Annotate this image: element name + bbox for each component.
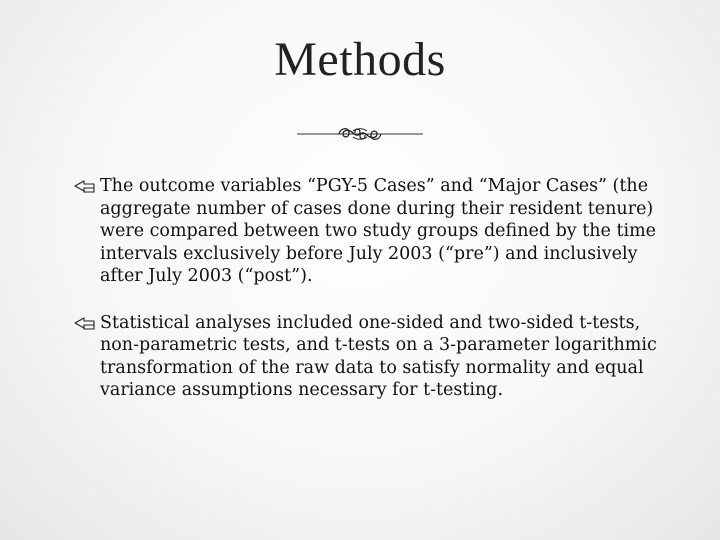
bullet-text: Statistical analyses included one-sided and two-sided t-tests, non-parametric tests, and t-tests on a 3-parameter logarithmic transformation of the raw data to satisfy normality and equal variance assumptions necessary for t-testing. — [100, 312, 657, 400]
quote-arrow-icon — [72, 177, 100, 199]
scroll-flourish-icon — [297, 122, 423, 146]
bullet-list — [72, 175, 672, 426]
list-item — [72, 312, 672, 402]
slide-title: Methods — [274, 33, 446, 86]
bullet-text: The outcome variables “PGY-5 Cases” and “Major Cases” (the aggregate number of cases done during their resident tenure) were compared between two study groups defined by the time intervals exclusively before July 2003 (“pre”) and inclusively after July 2003 (“post”). — [100, 176, 657, 286]
quote-arrow-icon — [72, 314, 100, 336]
list-item — [72, 175, 672, 288]
